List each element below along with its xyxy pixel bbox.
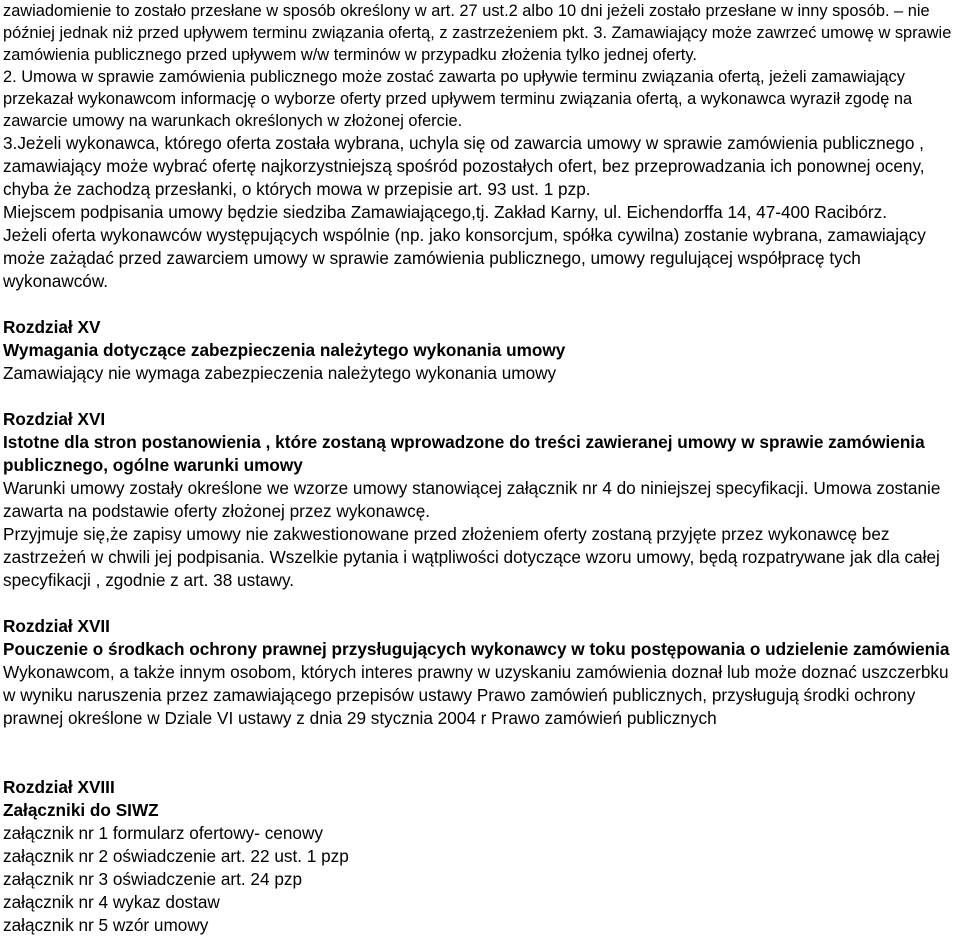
- chapter-16: [3, 408, 956, 592]
- section-3-paragraph-1: 3.Jeżeli wykonawca, którego oferta została wybrana, uchyla się od zawarcia umowy w sprawie zamówienia publicznego , zamawiający może wybrać ofertę najkorzystniejszą spośród pozostałych ofert, bez przeprowadzania ich ponownej oceny, chyba że zachodzą przesłanki, o których mowa w przepisie art. 93 ust. 1 pzp.: [3, 133, 925, 199]
- attachment-item: załącznik nr 4 wykaz dostaw: [3, 892, 220, 912]
- attachment-item: załącznik nr 1 formularz ofertowy- cenowy: [3, 823, 323, 843]
- section-3-paragraph-2: Miejscem podpisania umowy będzie siedziba Zamawiającego,tj. Zakład Karny, ul. Eichendorffa 14, 47-400 Racibórz.: [3, 202, 888, 222]
- chapter-16-title: Istotne dla stron postanowienia , które zostaną wprowadzone do treści zawieranej umowy w sprawie zamówienia publicznego, ogólne warunki umowy: [3, 432, 925, 475]
- intro-paragraph-2: 2. Umowa w sprawie zamówienia publicznego może zostać zawarta po upływie terminu związania ofertą, jeżeli zamawiający przekazał wykonawcom informację o wyborze oferty przed upływem terminu związania ofertą, a wykonawca wyraził zgodę na zawarcie umowy na warunkach określonych w złożonej ofercie.: [3, 68, 913, 130]
- chapter-18-title: Załączniki do SIWZ: [3, 800, 159, 820]
- section-3-paragraph-3: Jeżeli oferta wykonawców występujących wspólnie (np. jako konsorcjum, spółka cywilna) zostanie wybrana, zamawiający może zażądać przed zawarciem umowy w sprawie zamówienia publicznego, umowy regulującej współpracę tych wykonawców.: [3, 225, 926, 291]
- chapter-15-body: Zamawiający nie wymaga zabezpieczenia należytego wykonania umowy: [3, 363, 557, 383]
- intro-section: [3, 0, 956, 132]
- chapter-16-number: Rozdział XVI: [3, 409, 106, 429]
- chapter-15-title: Wymagania dotyczące zabezpieczenia należytego wykonania umowy: [3, 340, 566, 360]
- chapter-18-number: Rozdział XVIII: [3, 777, 115, 797]
- attachment-item: załącznik nr 2 oświadczenie art. 22 ust. 1 pzp: [3, 846, 349, 866]
- attachment-item: załącznik nr 3 oświadczenie art. 24 pzp: [3, 869, 303, 889]
- chapter-15: [3, 316, 956, 385]
- chapter-17: [3, 615, 956, 730]
- chapter-17-title: Pouczenie o środkach ochrony prawnej przysługujących wykonawcy w toku postępowania o udzielenie zamówienia: [3, 639, 950, 659]
- chapter-16-paragraph-1: Warunki umowy zostały określone we wzorze umowy stanowiącej załącznik nr 4 do niniejszej specyfikacji. Umowa zostanie zawarta na podstawie oferty złożonej przez wykonawcę.: [3, 478, 941, 521]
- chapter-17-number: Rozdział XVII: [3, 616, 110, 636]
- document-page: [3, 0, 956, 937]
- section-3: [3, 132, 956, 293]
- chapter-18: [3, 776, 956, 937]
- chapter-16-paragraph-2: Przyjmuje się,że zapisy umowy nie zakwestionowane przed złożeniem oferty zostaną przyjęte przez wykonawcę bez zastrzeżeń w chwili jej podpisania. Wszelkie pytania i wątpliwości dotyczące wzoru umowy, będą rozpatrywane jak dla całej specyfikacji , zgodnie z art. 38 ustawy.: [3, 524, 940, 590]
- attachment-item: załącznik nr 5 wzór umowy: [3, 915, 209, 935]
- chapter-17-body: Wykonawcom, a także innym osobom, których interes prawny w uzyskaniu zamówienia doznał lub może doznać uszczerbku w wyniku naruszenia przez zamawiającego przepisów ustawy Prawo zamówień publicznych, przysługują środki ochrony prawnej określone w Dziale VI ustawy z dnia 29 stycznia 2004 r Prawo zamówień publicznych: [3, 662, 949, 728]
- chapter-15-number: Rozdział XV: [3, 317, 101, 337]
- intro-paragraph-1: zawiadomienie to zostało przesłane w sposób określony w art. 27 ust.2 albo 10 dni jeżeli zostało przesłane w inny sposób. – nie później jednak niż przed upływem terminu związania ofertą, z zastrzeżeniem pkt. 3. Zamawiający może zawrzeć umowę w sprawie zamówienia publicznego przed upływem w/w terminów w przypadku złożenia tylko jednej oferty.: [3, 2, 952, 64]
